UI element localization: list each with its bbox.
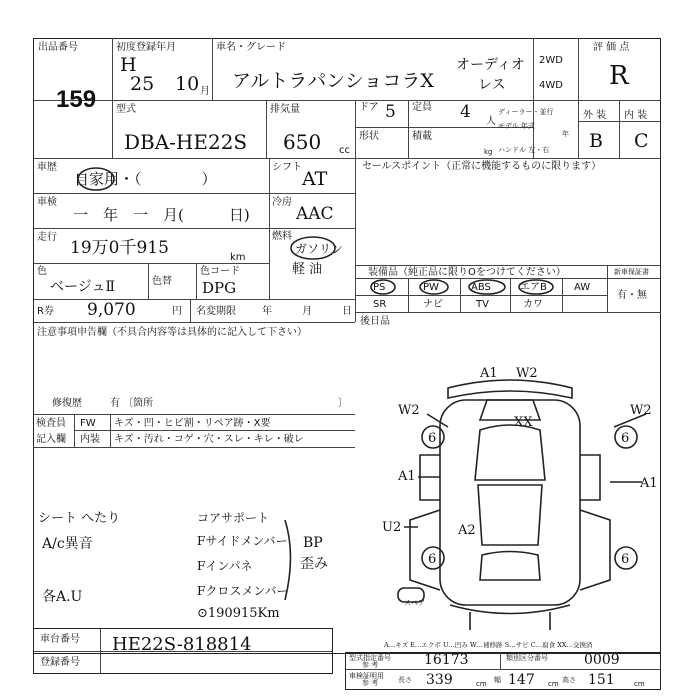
interior-codes: キズ・汚れ・コゲ・穴・スレ・キレ・破レ — [114, 434, 304, 445]
dealer-label: ディーラー・並行 — [498, 108, 554, 116]
declaration-label: 注意事項申告欄（不具合内容等は具体的に記入して下さい） — [37, 327, 307, 338]
note-f-cross-member: Fクロスメンバー — [197, 584, 289, 598]
doors-value: 5 — [385, 102, 396, 122]
reg-year: 25 — [130, 73, 155, 95]
note-core-support: コアサポート — [197, 511, 270, 525]
diagram-labels — [382, 366, 658, 649]
equip-tv: TV — [476, 299, 489, 310]
note-seat: シート へたり — [38, 511, 121, 526]
warranty-value: 有・無 — [617, 290, 647, 301]
interior-code-label: 内装 — [80, 434, 100, 445]
exterior-label: 外 装 — [583, 110, 607, 121]
cooling-value: AAC — [296, 204, 334, 224]
equip-airbag: エアB — [520, 282, 547, 293]
color-label: 色 — [37, 266, 47, 277]
overall-grade: R — [609, 61, 629, 91]
color-value: ベージュⅡ — [50, 279, 115, 295]
fuel-light-oil: 軽 油 — [292, 262, 323, 277]
history-label: 車歴 — [37, 162, 57, 173]
lot-number: 159 — [56, 86, 97, 113]
history-value: 自家用・（ ） — [74, 170, 217, 188]
equip-ps: PS — [373, 282, 386, 293]
interior-label: 内 装 — [624, 110, 648, 121]
km-unit: km — [230, 252, 246, 263]
first-registration-label: 初度登録年月 — [116, 42, 176, 53]
equip-sr: SR — [373, 299, 387, 310]
equip-leather: カワ — [523, 299, 543, 310]
note-less: レス — [478, 77, 506, 93]
month-unit: 月 — [200, 86, 210, 97]
name-change-value: 年 月 日 — [262, 306, 352, 317]
cert-label: 型式指定番号 — [349, 654, 391, 662]
note-mileage: ⊙190915Km — [197, 606, 280, 621]
repair-history-label: 修復歴 — [52, 398, 82, 409]
note-each-au: 各A.U — [42, 589, 83, 605]
inspection-label: 車検 — [37, 197, 57, 208]
drive-2wd: 2WD — [539, 55, 563, 66]
shape-label: 形状 — [359, 131, 379, 142]
mileage-label: 走行 — [37, 232, 57, 243]
note-f-inpane: Fインパネ — [197, 559, 253, 573]
equip-aw: AW — [574, 282, 591, 293]
diag-a1-right: A1 — [640, 476, 658, 491]
note-distortion: 歪み — [300, 556, 328, 572]
fw-label: FW — [80, 418, 96, 429]
equip-navi: ナビ — [423, 299, 443, 310]
note-ac-noise: A/c異音 — [42, 536, 93, 552]
diag-legend: A…キズ E…エクボ U…凹み W…補修跡 S…サビ C…腐食 XX…交換済 — [384, 641, 593, 649]
interior-grade: C — [634, 130, 649, 152]
color-code-label: 色コード — [200, 266, 240, 277]
diag-w2-right: W2 — [630, 403, 652, 418]
vehicle-cert-sub: 参 考 — [362, 679, 379, 687]
equip-abs: ABS — [471, 282, 491, 293]
cc-unit: cc — [339, 145, 350, 156]
type-label: 型式 — [116, 104, 136, 115]
height-label: 高さ — [562, 676, 576, 684]
diag-6-fl: 6 — [428, 431, 437, 446]
bp-bracket — [285, 520, 291, 600]
note-audio: オーディオ — [456, 57, 525, 73]
diag-w2-left: W2 — [398, 403, 420, 418]
equip-abs-circle — [469, 280, 505, 294]
chassis-label: 車台番号 — [40, 634, 80, 645]
shift-label: シフト — [272, 162, 302, 173]
drive-4wd: 4WD — [539, 80, 563, 91]
equipment-label: 装備品（純正品に限りOをつけてください） — [368, 267, 566, 278]
length-value: 339 — [426, 672, 453, 688]
diag-6-rl: 6 — [428, 552, 437, 567]
model-name: アルトラパンショコラX — [232, 70, 434, 92]
repair-history-close: 〕 — [338, 398, 348, 409]
recycle-label: R券 — [37, 306, 54, 317]
height-cm: cm — [634, 680, 645, 688]
kg-unit: kg — [484, 148, 493, 156]
fuel-circle — [291, 237, 335, 259]
capacity-label: 定員 — [412, 102, 432, 113]
rear-items-label: 後日品 — [360, 316, 390, 327]
diag-u2: U2 — [382, 520, 402, 535]
equip-pw-circle — [420, 280, 448, 294]
length-cm: cm — [476, 680, 487, 688]
cooling-label: 冷房 — [272, 197, 292, 208]
cert-sub: 参 考 — [362, 661, 379, 669]
era: H — [120, 54, 137, 76]
width-label: 幅 — [494, 676, 501, 684]
repair-history-value: 有 〔箇所 — [110, 398, 154, 409]
chassis-value: HE22S-818814 — [112, 634, 252, 655]
exterior-grade: B — [589, 130, 603, 152]
history-circle — [78, 168, 114, 190]
equip-ps-circle — [371, 280, 395, 294]
inspection-value: 一 年 一 月( 日) — [73, 206, 250, 224]
entry-label: 記入欄 — [36, 434, 66, 445]
warranty-label: 新車保証書 — [614, 268, 649, 276]
year-suffix: 年 — [562, 130, 569, 138]
displacement-label: 排気量 — [270, 104, 300, 115]
mileage-value: 19万0千915 — [70, 238, 169, 258]
load-label: 積載 — [412, 131, 432, 142]
fuel-gas: ガソリン — [295, 242, 344, 256]
sales-point-label: セールスポイント（正常に機能するものに限ります） — [362, 161, 602, 172]
reg-month: 10 — [175, 73, 200, 95]
registration-label: 登録番号 — [40, 657, 80, 668]
cert-value: 16173 — [424, 652, 469, 668]
displacement-value: 650 — [283, 130, 322, 154]
diag-6-fr: 6 — [621, 431, 630, 446]
recycle-value: 9,070 — [87, 300, 136, 320]
handle-label: ハンドル 左・右 — [498, 146, 550, 154]
yen-unit: 円 — [172, 306, 182, 317]
type-value: DBA-HE22S — [124, 130, 248, 154]
width-cm: cm — [548, 680, 559, 688]
fw-codes: キズ・凹・ヒビ割・リペア跡・X要 — [114, 418, 271, 429]
fuel-label: 燃料 — [272, 231, 292, 242]
color-change-label: 色替 — [152, 276, 172, 287]
grade-label: 評 価 点 — [593, 42, 630, 53]
width-value: 147 — [508, 672, 535, 688]
diag-w2-top: W2 — [516, 366, 538, 381]
diag-a1-top: A1 — [480, 366, 498, 381]
vehicle-cert-label: 車検証明用 — [349, 672, 384, 680]
diag-spare: スペア — [404, 599, 425, 607]
class-label: 類別区分番号 — [506, 654, 548, 662]
diag-a1-left: A1 — [398, 469, 416, 484]
capacity-value: 4 — [460, 102, 471, 122]
equip-airbag-circle — [519, 280, 553, 294]
model-year-label: モデル 年式 — [498, 122, 535, 130]
name-change-label: 名変期限 — [196, 306, 236, 317]
height-value: 151 — [588, 672, 615, 688]
capacity-unit: 人 — [486, 116, 496, 127]
inspector-label: 検査員 — [36, 418, 66, 429]
shift-value: AT — [302, 168, 328, 190]
length-label: 長さ — [398, 676, 412, 684]
color-code: DPG — [202, 279, 237, 297]
diag-6-rr: 6 — [621, 552, 630, 567]
note-bp: BP — [303, 535, 323, 551]
lot-number-label: 出品番号 — [38, 42, 78, 53]
class-value: 0009 — [584, 652, 620, 668]
note-f-side-member: Fサイドメンバー — [197, 534, 288, 548]
model-name-label: 車名・グレード — [216, 42, 286, 53]
equip-pw: PW — [423, 282, 439, 293]
doors-label: ドア — [359, 102, 379, 113]
diag-a2: A2 — [458, 523, 476, 538]
diag-xx: XX — [514, 415, 533, 430]
